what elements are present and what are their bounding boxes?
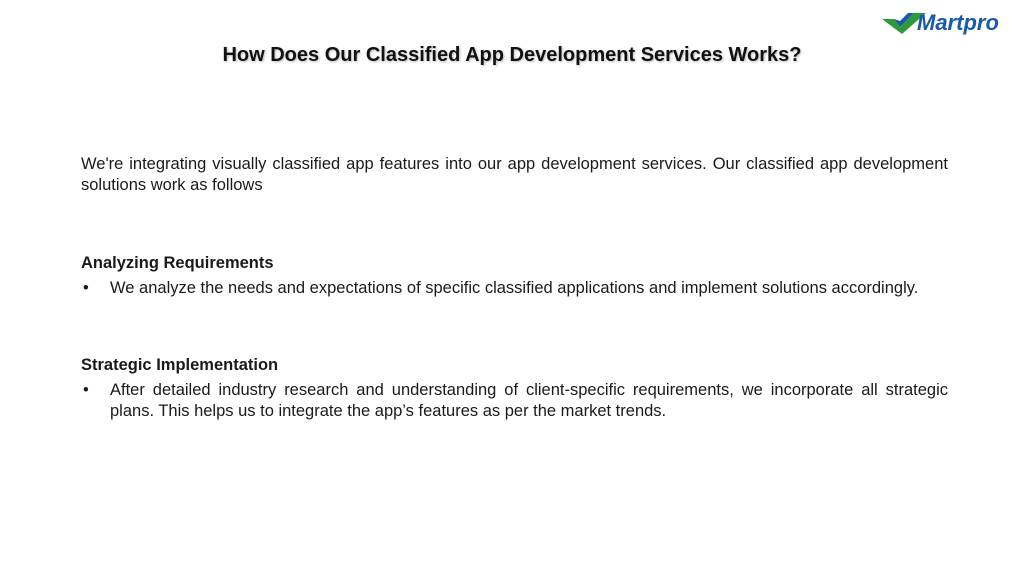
bullet-icon: •: [83, 279, 89, 297]
bullet-text: We analyze the needs and expectations of specific classified applications and implement solutions accordingly.: [110, 279, 919, 297]
section-strategic-implementation: [81, 355, 948, 422]
checkmark-swoosh-icon: [880, 7, 1012, 37]
section-analyzing-requirements: [81, 253, 948, 299]
logo-text: Martpro: [917, 10, 999, 35]
martpro-logo: [880, 7, 1012, 37]
bullet-item: [81, 278, 948, 299]
bullet-text: After detailed industry research and understanding of client-specific requirements, we incorporate all strategic plans. This helps us to integrate the app’s features as per the market trends.: [110, 381, 948, 420]
content-body: [81, 154, 948, 422]
section-heading: Strategic Implementation: [81, 356, 279, 374]
page-title: How Does Our Classified App Development Services Works?: [222, 44, 802, 66]
bullet-icon: •: [83, 381, 89, 399]
bullet-item: [81, 380, 948, 422]
intro-paragraph: We're integrating visually classified app features into our app development services. Our classified app development solutions work as follows: [81, 155, 948, 194]
section-heading: Analyzing Requirements: [81, 254, 274, 272]
